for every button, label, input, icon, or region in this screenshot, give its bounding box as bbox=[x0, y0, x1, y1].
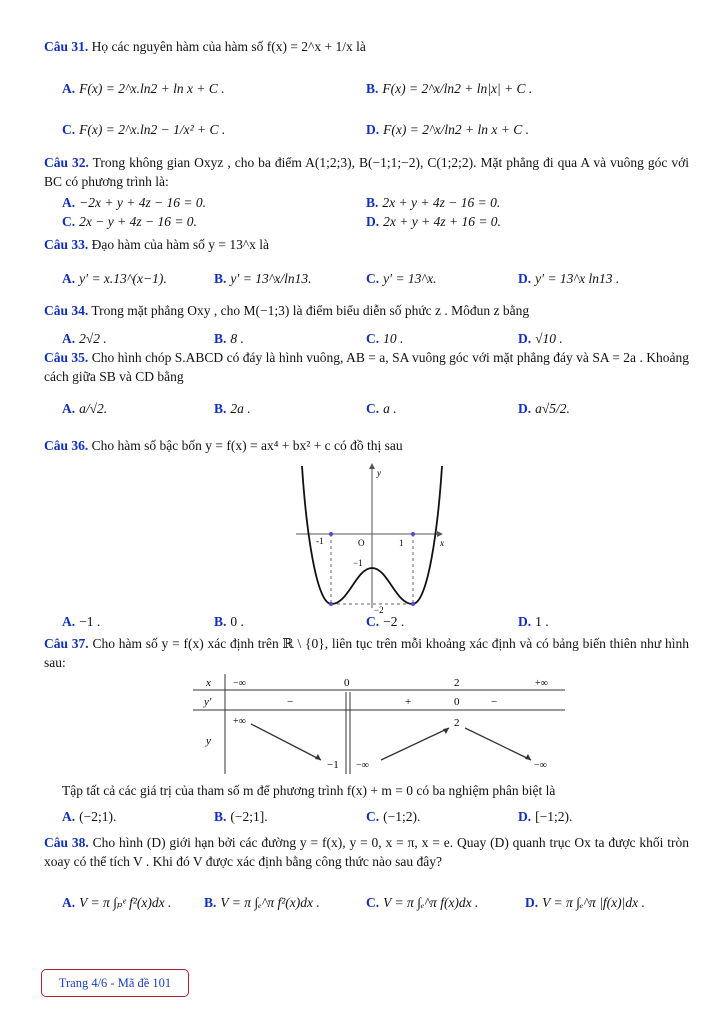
q37-stem bbox=[44, 634, 689, 672]
point-min-right bbox=[411, 602, 415, 606]
graph-origin-label: O bbox=[358, 538, 365, 548]
table-x-two: 2 bbox=[454, 677, 460, 689]
q32-option-a[interactable]: A. −2x + y + 4z − 16 = 0. bbox=[62, 195, 207, 210]
q37-text: Cho hàm số y = f(x) xác định trên ℝ \ {0}, liên tục trên mỗi khoảng xác định và có bảng biến thiên như hình sau: bbox=[44, 636, 689, 670]
q34-option-c[interactable]: C. 10 . bbox=[366, 331, 404, 346]
q35-option-b[interactable]: B. 2a . bbox=[214, 401, 251, 416]
q33-option-b[interactable]: B. y′ = 13^x/ln13. bbox=[214, 271, 312, 286]
table-y-neginf-end: −∞ bbox=[534, 760, 547, 771]
table-y-neg1: −1 bbox=[327, 759, 339, 771]
q31-option-c[interactable]: C. F(x) = 2^x.ln2 − 1/x² + C . bbox=[62, 122, 226, 137]
q36-text: Cho hàm số bậc bốn y = f(x) = ax⁴ + bx² + c có đồ thị sau bbox=[91, 438, 403, 453]
q32-option-b[interactable]: B. 2x + y + 4z − 16 = 0. bbox=[366, 195, 501, 210]
table-y-neginf-mid: −∞ bbox=[356, 760, 369, 771]
point-pos1 bbox=[411, 532, 415, 536]
graph-x-label: x bbox=[440, 538, 444, 548]
table-x-label: x bbox=[206, 677, 211, 689]
q33-option-d[interactable]: D. y′ = 13^x ln13 . bbox=[518, 271, 620, 286]
table-y-two: 2 bbox=[454, 717, 460, 729]
table-x-posinf: +∞ bbox=[535, 678, 548, 689]
table-sign-zero: 0 bbox=[454, 696, 460, 708]
q31-text: Họ các nguyên hàm của hàm số f(x) = 2^x + 1/x là bbox=[91, 39, 366, 54]
q35-text: Cho hình chóp S.ABCD có đáy là hình vuông, AB = a, SA vuông góc với mặt phẳng đáy và SA = 2a . Khoảng cách giữa SB và CD bằng bbox=[44, 350, 690, 384]
q34-label: Câu 34. bbox=[44, 303, 89, 318]
q35-option-d[interactable]: D. a√5/2. bbox=[518, 401, 570, 416]
point-min-left bbox=[329, 602, 333, 606]
q31-option-b[interactable]: B. F(x) = 2^x/ln2 + ln|x| + C . bbox=[366, 81, 533, 96]
q31-option-a[interactable]: A. F(x) = 2^x.ln2 + ln x + C . bbox=[62, 81, 225, 96]
q32-text: Trong không gian Oxyz , cho ba điểm A(1;2;3), B(−1;1;−2), C(1;2;2). Mặt phẳng đi qua A và vuông góc với BC có phương trình là: bbox=[44, 155, 689, 189]
q33-label: Câu 33. bbox=[44, 237, 89, 252]
q38-stem bbox=[44, 833, 689, 871]
q37-option-d[interactable]: D. [−1;2). bbox=[518, 809, 573, 824]
q35-stem bbox=[44, 348, 689, 386]
q37-variation-table bbox=[193, 674, 565, 774]
table-sign-2: + bbox=[405, 696, 412, 708]
point-neg1 bbox=[329, 532, 333, 536]
q31-option-d[interactable]: D. F(x) = 2^x/ln2 + ln x + C . bbox=[366, 122, 529, 137]
graph-min1-label: −1 bbox=[353, 558, 363, 568]
table-y-posinf: +∞ bbox=[233, 716, 246, 727]
graph-neg1-label: -1 bbox=[316, 536, 324, 546]
q36-option-c[interactable]: C. −2 . bbox=[366, 614, 405, 629]
q34-option-b[interactable]: B. 8 . bbox=[214, 331, 244, 346]
q38-option-d[interactable]: D. V = π ∫ₑ^π |f(x)|dx . bbox=[525, 895, 645, 910]
q38-option-c[interactable]: C. V = π ∫ₑ^π f(x)dx . bbox=[366, 895, 479, 910]
q36-option-a[interactable]: A. −1 . bbox=[62, 614, 101, 629]
q35-option-a[interactable]: A. a/√2. bbox=[62, 401, 108, 416]
q34-text: Trong mặt phẳng Oxy , cho M(−1;3) là điểm biểu diễn số phức z . Môđun z bằng bbox=[91, 303, 530, 318]
q36-label: Câu 36. bbox=[44, 438, 89, 453]
table-y-label: y bbox=[206, 735, 211, 747]
q31-label: Câu 31. bbox=[44, 39, 89, 54]
table-sign-3: − bbox=[491, 696, 498, 708]
q36-option-b[interactable]: B. 0 . bbox=[214, 614, 244, 629]
q37-label: Câu 37. bbox=[44, 636, 89, 651]
table-x-neginf: −∞ bbox=[233, 678, 246, 689]
q35-label: Câu 35. bbox=[44, 350, 89, 365]
q38-option-b[interactable]: B. V = π ∫ₑ^π f²(x)dx . bbox=[204, 895, 320, 910]
page-footer: Trang 4/6 - Mã đề 101 bbox=[41, 969, 189, 997]
q32-label: Câu 32. bbox=[44, 155, 89, 170]
q33-option-a[interactable]: A. y′ = x.13^(x−1). bbox=[62, 271, 167, 286]
q37-sub: Tập tất cả các giá trị của tham số m để phương trình f(x) + m = 0 có ba nghiệm phân biệt là bbox=[62, 783, 556, 798]
table-sign-1: − bbox=[287, 696, 294, 708]
q36-option-d[interactable]: D. 1 . bbox=[518, 614, 549, 629]
table-x-zero: 0 bbox=[344, 677, 350, 689]
q32-stem bbox=[44, 153, 689, 191]
q37-option-c[interactable]: C. (−1;2). bbox=[366, 809, 421, 824]
q36-graph bbox=[290, 458, 450, 618]
q34-stem bbox=[44, 302, 689, 320]
graph-y-label: y bbox=[377, 468, 381, 478]
q38-option-a[interactable]: A. V = π ∫ₚᵉ f²(x)dx . bbox=[62, 895, 172, 910]
q33-option-c[interactable]: C. y′ = 13^x. bbox=[366, 271, 437, 286]
graph-pos1-label: 1 bbox=[399, 538, 404, 548]
q35-option-c[interactable]: C. a . bbox=[366, 401, 397, 416]
table-yp-label: y′ bbox=[204, 696, 212, 708]
q33-text: Đạo hàm của hàm số y = 13^x là bbox=[91, 237, 270, 252]
graph-min2-label: −2 bbox=[374, 605, 384, 615]
q33-stem bbox=[44, 236, 689, 254]
q32-option-c[interactable]: C. 2x − y + 4z − 16 = 0. bbox=[62, 214, 197, 229]
q31-stem bbox=[44, 38, 689, 56]
q38-text: Cho hình (D) giới hạn bởi các đường y = f(x), y = 0, x = π, x = e. Quay (D) quanh trục Ox ta được khối tròn xoay có thể tích V . Khi đó V được xác định bằng công thức nào sau đây? bbox=[44, 835, 689, 869]
q37-option-a[interactable]: A. (−2;1). bbox=[62, 809, 117, 824]
q32-option-d[interactable]: D. 2x + y + 4z + 16 = 0. bbox=[366, 214, 501, 229]
q34-option-a[interactable]: A. 2√2 . bbox=[62, 331, 107, 346]
q38-label: Câu 38. bbox=[44, 835, 89, 850]
q34-option-d[interactable]: D. √10 . bbox=[518, 331, 563, 346]
q36-stem bbox=[44, 437, 689, 455]
q37-option-b[interactable]: B. (−2;1]. bbox=[214, 809, 268, 824]
